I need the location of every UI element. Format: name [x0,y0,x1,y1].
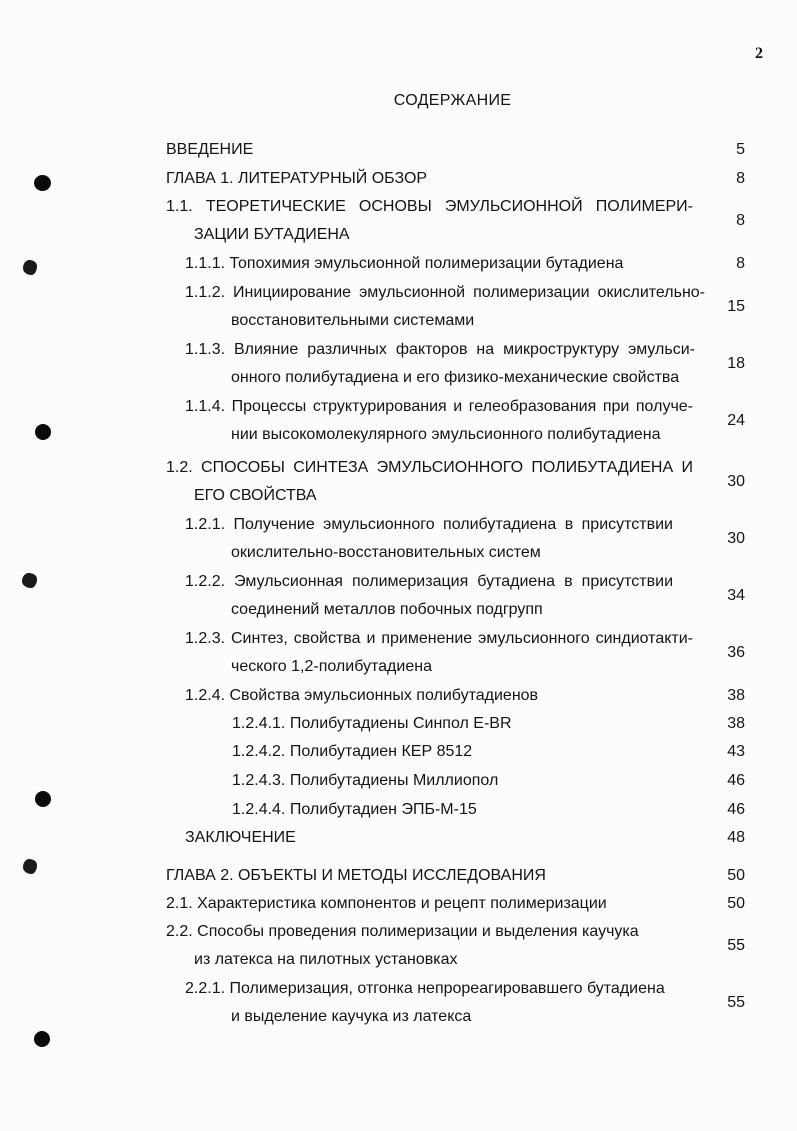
toc-entry-page: 18 [727,355,745,372]
toc-entry-2-2-1 [0,979,797,1035]
toc-entry-1-2-2 [0,572,797,628]
toc-entry-page: 30 [727,473,745,490]
toc-entry-page: 48 [727,829,745,846]
toc-entry-page: 55 [727,994,745,1011]
toc-entry-page: 55 [727,937,745,954]
toc-entry-title-cont: соединений металлов побочных подгрупп [231,601,543,618]
toc-entry-page: 43 [727,743,745,760]
toc-entry-introduction [0,140,797,168]
toc-entry-page: 46 [727,772,745,789]
toc-entry-page: 8 [736,170,745,187]
toc-entry-page: 8 [736,255,745,272]
toc-entry-title-cont: и выделение каучука из латекса [231,1008,472,1025]
toc-entry-2-2 [0,922,797,978]
toc-entry-title-cont: онного полибутадиена и его физико-механические свойства [231,369,680,386]
toc-entry-title: 1.2.4. Свойства эмульсионных полибутадиенов [185,687,539,704]
page-number: 2 [755,45,763,62]
toc-entry-chapter-1 [0,169,797,197]
toc-entry-title-cont: ЗАЦИИ БУТАДИЕНА [194,226,350,243]
toc-entry-page: 34 [727,587,745,604]
toc-entry-chapter-2 [0,866,797,894]
toc-entry-1-1-1 [0,254,797,282]
toc-entry-title-cont: ЕГО СВОЙСТВА [194,487,317,504]
toc-entry-2-1 [0,894,797,922]
toc-entry-page: 38 [727,715,745,732]
toc-entry-page: 36 [727,644,745,661]
toc-entry-title: 1.2.3. Синтез, свойства и применение эмульсионного синдиотакти- [185,630,693,647]
toc-entry-title: ГЛАВА 1. ЛИТЕРАТУРНЫЙ ОБЗОР [166,170,428,187]
toc-entry-title: 1.2.4.4. Полибутадиен ЭПБ-М-15 [232,801,477,818]
toc-entry-1-2-1 [0,515,797,571]
toc-entry-page: 24 [727,412,745,429]
toc-entry-page: 46 [727,801,745,818]
toc-entry-1-1-3 [0,340,797,396]
toc-entry-title: ГЛАВА 2. ОБЪЕКТЫ И МЕТОДЫ ИССЛЕДОВАНИЯ [166,867,546,884]
toc-entry-title: ВВЕДЕНИЕ [166,141,254,158]
toc-entry-1-1-4 [0,397,797,453]
toc-entry-page: 50 [727,867,745,884]
toc-entry-conclusion [0,828,797,856]
toc-entry-page: 38 [727,687,745,704]
toc-entry-1-2-4-1 [0,714,797,742]
toc-entry-1-2-4 [0,686,797,714]
toc-entry-title-cont: окислительно-восстановительных систем [231,544,541,561]
toc-entry-1-2-4-2 [0,742,797,770]
toc-entry-title: 1.2.2. Эмульсионная полимеризация бутадиена в присутствии [185,573,673,590]
toc-entry-title: 1.2.4.3. Полибутадиены Миллиопол [232,772,499,789]
toc-entry-page: 8 [736,212,745,229]
toc-entry-title: 1.2.4.1. Полибутадиены Синпол E-BR [232,715,512,732]
toc-entry-page: 15 [727,298,745,315]
toc-entry-title: ЗАКЛЮЧЕНИЕ [185,829,296,846]
toc-entry-title: 1.1.3. Влияние различных факторов на микроструктуру эмульси- [185,341,695,358]
toc-entry-1-2-4-3 [0,771,797,799]
toc-entry-title-cont: нии высокомолекулярного эмульсионного полибутадиена [231,426,661,443]
toc-entry-title-cont: восстановительными системами [231,312,475,329]
toc-entry-page: 50 [727,895,745,912]
toc-entry-title: 1.1.1. Топохимия эмульсионной полимеризации бутадиена [185,255,624,272]
toc-entry-1-2-3 [0,629,797,685]
toc-entry-title: 1.2.4.2. Полибутадиен КЕР 8512 [232,743,473,760]
toc-title: СОДЕРЖАНИЕ [393,92,512,109]
toc-entry-title-cont: ческого 1,2-полибутадиена [231,658,432,675]
toc-entry-title-cont: из латекса на пилотных установках [194,951,458,968]
toc-entry-page: 5 [736,141,745,158]
toc-entry-title: 1.1.2. Инициирование эмульсионной полимеризации окислительно- [185,284,705,301]
toc-entry-title: 1.1.4. Процессы структурирования и гелеобразования при получе- [185,398,693,415]
toc-entry-page: 30 [727,530,745,547]
toc-entry-title: 1.2. СПОСОБЫ СИНТЕЗА ЭМУЛЬСИОННОГО ПОЛИБУТАДИЕНА И [166,459,693,476]
toc-entry-title: 1.2.1. Получение эмульсионного полибутадиена в присутствии [185,516,673,533]
toc-entry-1-1-2 [0,283,797,339]
toc-entry-title: 2.2. Способы проведения полимеризации и выделения каучука [166,923,639,940]
toc-entry-1-2-4-4 [0,800,797,828]
toc-entry-1-1 [0,197,797,253]
toc-entry-1-2 [0,458,797,514]
toc-entry-title: 2.2.1. Полимеризация, отгонка непрореагировавшего бутадиена [185,980,665,997]
toc-entry-title: 2.1. Характеристика компонентов и рецепт полимеризации [166,895,607,912]
toc-entry-title: 1.1. ТЕОРЕТИЧЕСКИЕ ОСНОВЫ ЭМУЛЬСИОННОЙ ПОЛИМЕРИ- [166,198,693,215]
